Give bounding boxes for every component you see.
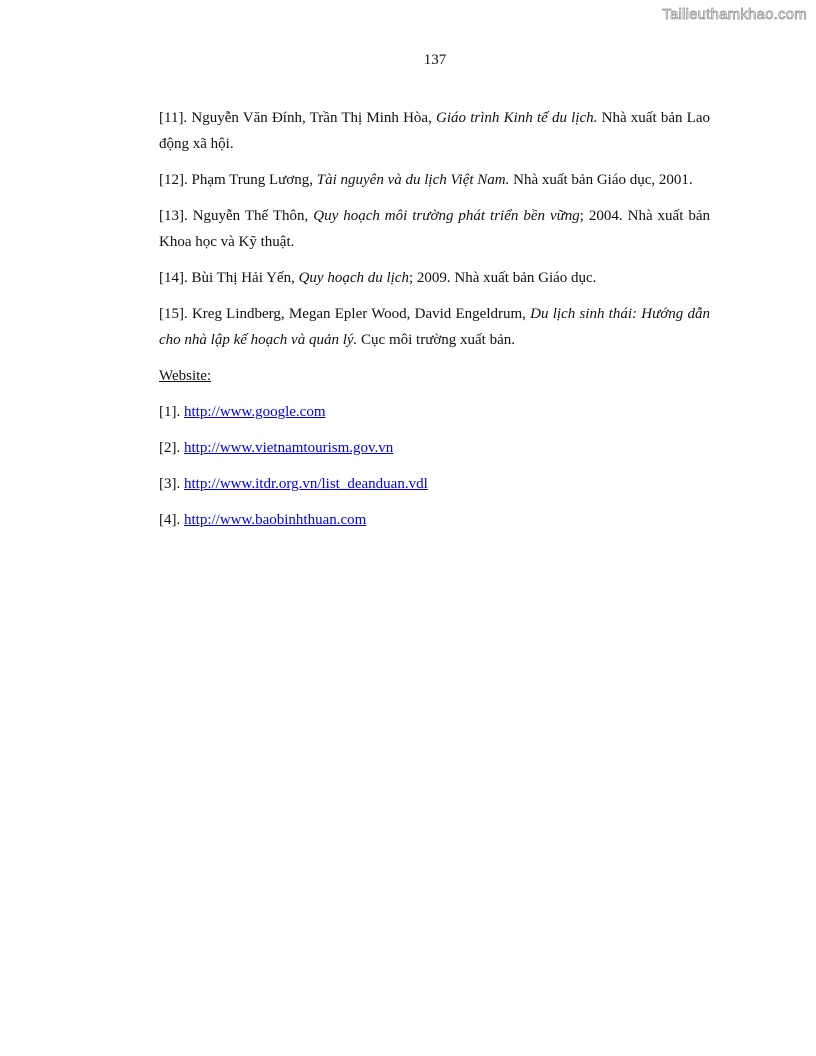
reference-authors: [15]. Kreg Lindberg, Megan Epler Wood, David Engeldrum, xyxy=(159,306,531,322)
reference-publisher: Nhà xuất bản Lao động xã hội. xyxy=(159,110,710,152)
website-item xyxy=(159,507,710,533)
reference-item xyxy=(159,265,710,291)
website-number: [2]. xyxy=(159,440,184,456)
website-link[interactable]: http://www.vietnamtourism.gov.vn xyxy=(184,440,394,456)
reference-item xyxy=(159,105,710,157)
reference-title: Quy hoạch môi trường phát triển bền vững xyxy=(313,208,580,224)
watermark: Tailieuthamkhao.com xyxy=(662,6,807,23)
reference-item xyxy=(159,167,710,193)
reference-publisher: Nhà xuất bản Giáo dục, 2001. xyxy=(509,172,693,188)
reference-title: Du lịch sinh thái: Hướng dẫn cho nhà lập kế hoạch và quản lý. xyxy=(159,306,710,348)
page-number: 137 xyxy=(423,52,447,68)
reference-publisher: ; 2009. Nhà xuất bản Giáo dục. xyxy=(408,270,597,286)
website-number: [3]. xyxy=(159,476,184,492)
reference-authors: [13]. Nguyễn Thế Thôn, xyxy=(159,208,314,224)
website-item xyxy=(159,435,710,461)
reference-authors: [11]. Nguyễn Văn Đính, Trần Thị Minh Hòa, xyxy=(159,110,437,126)
reference-publisher: ; 2004. Nhà xuất bản Khoa học và Kỹ thuật. xyxy=(159,208,710,250)
reference-item xyxy=(159,203,710,255)
reference-authors: [12]. Phạm Trung Lương, xyxy=(159,172,317,188)
website-number: [1]. xyxy=(159,404,184,420)
reference-authors: [14]. Bùi Thị Hải Yến, xyxy=(159,270,299,286)
website-link[interactable]: http://www.google.com xyxy=(184,404,326,420)
reference-item xyxy=(159,301,710,353)
website-number: [4]. xyxy=(159,512,184,528)
reference-title: Giáo trình Kinh tế du lịch. xyxy=(436,110,598,126)
reference-title: Quy hoạch du lịch xyxy=(298,270,409,286)
website-link[interactable]: http://www.itdr.org.vn/list_deanduan.vdl xyxy=(184,476,428,492)
website-heading: Website: xyxy=(159,368,212,384)
website-item xyxy=(159,471,710,497)
reference-list xyxy=(159,105,710,543)
website-item xyxy=(159,399,710,425)
website-link[interactable]: http://www.baobinhthuan.com xyxy=(184,512,367,528)
reference-publisher: Cục môi trường xuất bản. xyxy=(357,332,515,348)
reference-title: Tài nguyên và du lịch Việt Nam. xyxy=(316,172,510,188)
